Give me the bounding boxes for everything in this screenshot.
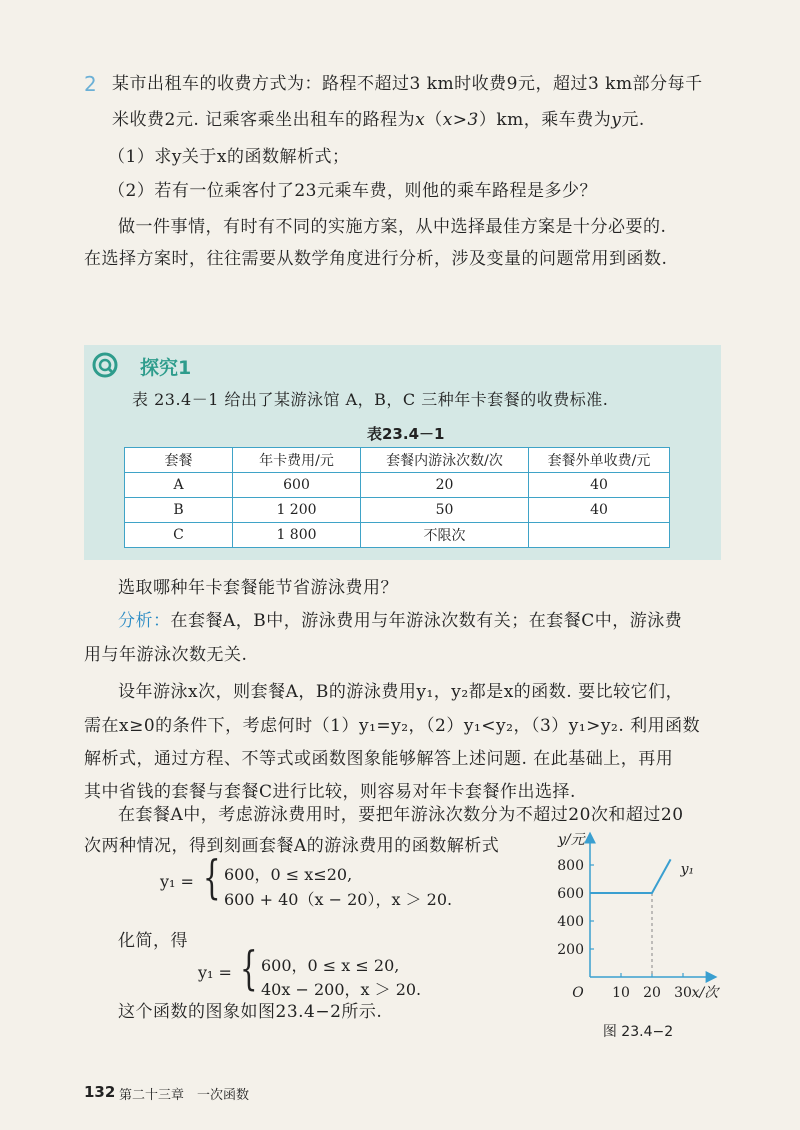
exercise-line-2-c: ）km，乘车费为 — [478, 110, 612, 130]
para2-line-1: 在套餐A中，考虑游泳费用时，要把年游泳次数分为不超过20次和超过20 — [118, 805, 684, 825]
series — [590, 859, 694, 1040]
y-tick-label: 600 — [557, 886, 584, 902]
var-y: y — [611, 110, 622, 130]
y-tick-label: 800 — [557, 858, 584, 874]
analysis-line-1 — [118, 613, 682, 630]
table-row — [125, 473, 670, 498]
condition: x>3 — [442, 110, 479, 130]
y-tick-label: 200 — [557, 942, 584, 958]
series-label: y₁ — [680, 861, 695, 878]
question-2: （2）若有一位乘客付了23元乘车费，则他的乘车路程是多少？ — [108, 181, 597, 201]
table-caption: 表23.4－1 — [367, 425, 445, 443]
table-row — [125, 498, 670, 523]
formula1-case2: 600 + 40（x − 20），x ＞ 20. — [224, 890, 453, 909]
table-cell: B — [125, 498, 233, 523]
simplify-text: 化简，得 — [118, 931, 188, 951]
intro-line-1: 做一件事情，有时有不同的实施方案，从中选择最佳方案是十分必要的. — [118, 217, 667, 237]
graph-ref: 这个函数的图象如图23.4−2所示. — [118, 1002, 383, 1022]
chapter-title: 第二十三章 一次函数 — [119, 1088, 250, 1103]
header-cell: 套餐外单收费/元 — [529, 448, 670, 473]
x-tick-label: 30 — [674, 985, 692, 1001]
para1-line-3: 解析式，通过方程、不等式或函数图象能够解答上述问题. 在此基础上，再用 — [84, 749, 674, 769]
table-cell: 1 800 — [233, 523, 361, 548]
para1-line-1: 设年游泳x次，则套餐A，B的游泳费用y₁，y₂都是x的函数. 要比较它们， — [118, 682, 684, 702]
analysis-label: 分析： — [118, 611, 171, 631]
table-cell: C — [125, 523, 233, 548]
header-cell: 套餐 — [125, 448, 233, 473]
brace-1: { — [203, 850, 221, 904]
table-header-row — [125, 448, 670, 473]
page-number: 132 — [84, 1083, 116, 1101]
origin-label: O — [572, 985, 584, 1001]
var-x: x — [415, 110, 426, 130]
x-axis-label: x/次 — [691, 985, 719, 1001]
table-cell — [529, 523, 670, 548]
header-cell: 年卡费用/元 — [233, 448, 361, 473]
formula2-lhs: y₁ = — [198, 963, 232, 982]
paren-open: （ — [425, 110, 443, 130]
fee-table — [124, 447, 670, 548]
table-cell: 1 200 — [233, 498, 361, 523]
para2-line-2: 次两种情况，得到刻画套餐A的游泳费用的函数解析式 — [84, 836, 500, 856]
explore-title: 探究1 — [140, 357, 192, 379]
para1-line-2: 需在x≥0的条件下，考虑何时（1）y₁=y₂，（2）y₁<y₂，（3）y₁>y₂. 利用函数 — [84, 716, 701, 736]
table-cell: 不限次 — [361, 523, 529, 548]
table-cell: 20 — [361, 473, 529, 498]
x-tick-label: 10 — [612, 985, 630, 1001]
analysis-line-2: 用与年游泳次数无关. — [84, 645, 248, 665]
function-graph — [548, 822, 728, 1047]
formula1-case1: 600，0 ≤ x≤20, — [224, 865, 353, 884]
exercise-line-2 — [112, 112, 645, 129]
intro-line-2: 在选择方案时，往往需要从数学角度进行分析，涉及变量的问题常用到函数. — [84, 249, 668, 269]
figure-caption: 图 23.4−2 — [602, 1024, 674, 1040]
formula1-lhs: y₁ = — [160, 872, 194, 891]
exercise-line-2-a: 米收费2元. 记乘客乘坐出租车的路程为 — [112, 110, 416, 130]
table-cell: 600 — [233, 473, 361, 498]
axes — [590, 838, 712, 977]
table-cell: A — [125, 473, 233, 498]
x-tick-label: 20 — [643, 985, 661, 1001]
exercise-number: 2 — [84, 72, 97, 96]
formula2-case2: 40x − 200，x ＞ 20. — [261, 980, 422, 999]
ticks — [557, 832, 720, 1001]
table-row — [125, 523, 670, 548]
analysis-text: 在套餐A，B中，游泳费用与年游泳次数有关；在套餐C中，游泳费 — [170, 611, 683, 631]
question-text: 选取哪种年卡套餐能节省游泳费用？ — [118, 578, 398, 598]
table-cell: 50 — [361, 498, 529, 523]
brace-2: { — [240, 941, 258, 995]
series-line-y1 — [590, 859, 671, 893]
y-axis-label: y/元 — [558, 832, 585, 848]
y-tick-label: 400 — [557, 914, 584, 930]
question-1: （1）求y关于x的函数解析式； — [108, 147, 350, 167]
explore-icon — [92, 352, 118, 378]
formula2-case1: 600，0 ≤ x ≤ 20, — [261, 956, 400, 975]
exercise-line-1: 某市出租车的收费方式为：路程不超过3 km时收费9元，超过3 km部分每千 — [112, 74, 703, 94]
explore-desc: 表 23.4－1 给出了某游泳馆 A，B，C 三种年卡套餐的收费标准. — [132, 390, 609, 409]
table-cell: 40 — [529, 473, 670, 498]
header-cell: 套餐内游泳次数/次 — [361, 448, 529, 473]
table-cell: 40 — [529, 498, 670, 523]
para1-line-4: 其中省钱的套餐与套餐C进行比较，则容易对年卡套餐作出选择. — [84, 782, 576, 802]
exercise-line-2-d: 元. — [621, 110, 645, 130]
